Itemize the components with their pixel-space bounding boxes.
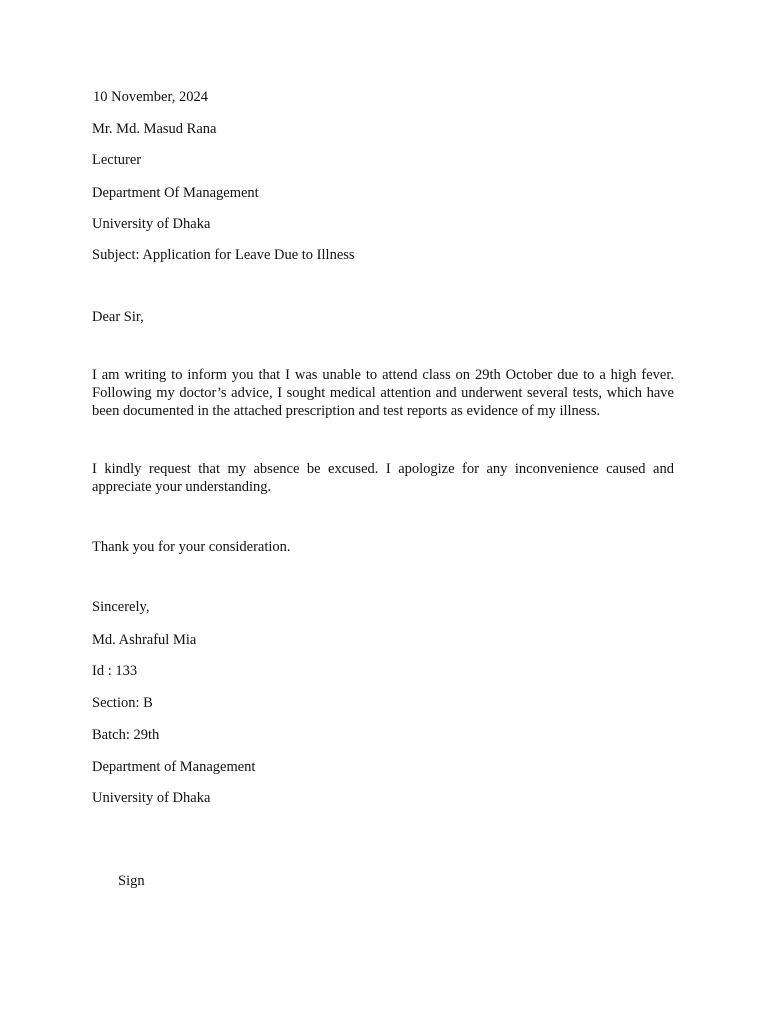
sender-name: Md. Ashraful Mia xyxy=(92,632,197,648)
letter-date: 10 November, 2024 xyxy=(93,89,208,105)
recipient-name: Mr. Md. Masud Rana xyxy=(92,121,217,137)
recipient-department: Department Of Management xyxy=(92,185,259,201)
body-paragraph-2: I kindly request that my absence be excused. I apologize for any inconvenience caused and appreciate your understanding. xyxy=(92,461,674,495)
signature-label: Sign xyxy=(118,873,145,889)
sender-section: Section: B xyxy=(92,695,153,711)
recipient-university: University of Dhaka xyxy=(92,216,211,232)
letter-subject: Subject: Application for Leave Due to Illness xyxy=(92,247,355,263)
sender-department: Department of Management xyxy=(92,759,256,775)
sender-university: University of Dhaka xyxy=(92,790,211,806)
sender-id: Id : 133 xyxy=(92,663,138,679)
sender-batch: Batch: 29th xyxy=(92,727,160,743)
body-paragraph-1: I am writing to inform you that I was unable to attend class on 29th October due to a high fever. Following my doctor’s advice, I sought medical attention and underwent several tests, which have been documented in the attached prescription and test reports as evidence of my illness. xyxy=(92,367,674,419)
letter-closing: Sincerely, xyxy=(92,599,150,615)
recipient-title: Lecturer xyxy=(92,152,142,168)
letter-salutation: Dear Sir, xyxy=(92,309,144,325)
body-paragraph-3: Thank you for your consideration. xyxy=(92,539,291,555)
